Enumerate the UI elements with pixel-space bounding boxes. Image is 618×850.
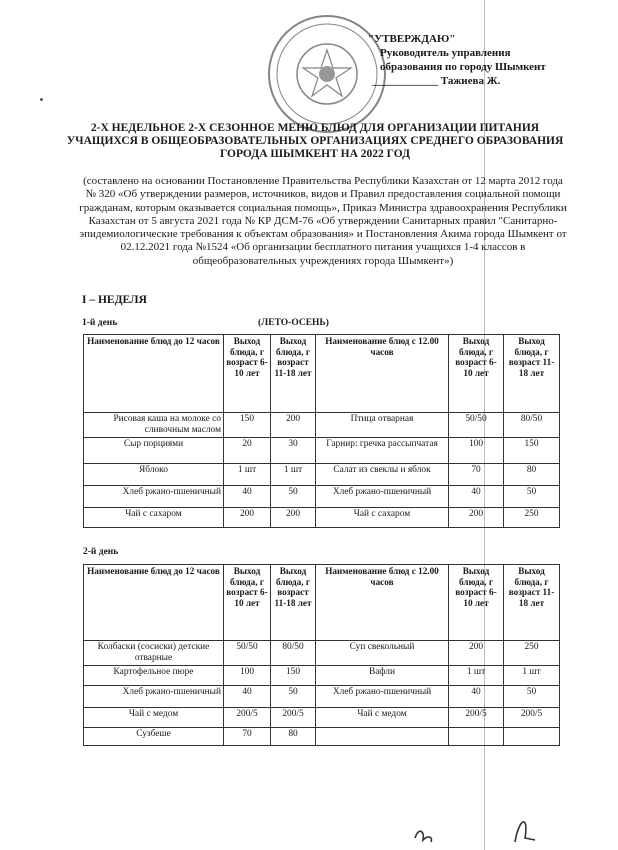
portion-value: 100	[449, 438, 504, 464]
table-row	[84, 666, 560, 686]
portion-value: 80/50	[271, 641, 316, 666]
dish-name	[316, 728, 449, 746]
table-row	[84, 686, 560, 708]
portion-value: 100	[224, 666, 271, 686]
dish-name: Чай с сахаром	[84, 508, 224, 528]
approval-signature-line: ____________ Тажиева Ж.	[372, 75, 501, 87]
dish-name: Рисовая каша на молоке со сливочным маслом	[84, 413, 224, 438]
dish-name: Хлеб ржано-пшеничный	[316, 486, 449, 508]
dish-name: Хлеб ржано-пшеничный	[316, 686, 449, 708]
dish-name: Яблоко	[84, 464, 224, 486]
header-cell: Наименование блюд с 12.00 часов	[316, 565, 449, 641]
dish-name: Чай с медом	[84, 708, 224, 728]
portion-value: 200	[224, 508, 271, 528]
dish-name: Картофельное пюре	[84, 666, 224, 686]
dish-name: Салат из свеклы и яблок	[316, 464, 449, 486]
portion-value: 150	[504, 438, 560, 464]
portion-value: 50/50	[449, 413, 504, 438]
portion-value: 50	[504, 486, 560, 508]
dish-name: Хлеб ржано-пшеничный	[84, 686, 224, 708]
portion-value: 80	[271, 728, 316, 746]
header-cell: Выход блюда, г возраст 11-18 лет	[504, 335, 560, 413]
dish-name: Сыр порциями	[84, 438, 224, 464]
portion-value: 50	[271, 686, 316, 708]
table-row	[84, 486, 560, 508]
header-cell: Наименование блюд до 12 часов	[84, 565, 224, 641]
day1-season: (ЛЕТО-ОСЕНЬ)	[258, 318, 329, 328]
portion-value: 40	[449, 486, 504, 508]
document-title: 2-Х НЕДЕЛЬНОЕ 2-Х СЕЗОННОЕ МЕНЮ БЛЮД ДЛЯ ОРГАНИЗАЦИИ ПИТАНИЯ УЧАЩИХСЯ В ОБЩЕОБРАЗОВАТЕЛЬНЫХ ОРГАНИЗАЦИЯХ СРЕДНЕГО ОБРАЗОВАНИЯ ГОРОДА ШЫМКЕНТ НА 2022 ГОД	[66, 122, 564, 160]
table-row	[84, 438, 560, 464]
week-heading: I – НЕДЕЛЯ	[82, 294, 147, 306]
table-row	[84, 508, 560, 528]
document-basis-text: (составлено на основании Постановление Правительства Республики Казахстан от 12 марта 2012 года № 320 «Об утверждении размеров, источников, видов и Правил предоставления социальной помощи гражданам, которым оказывается социальная помощь», Приказ Министра здравоохранения Республики Казахстан от 5 августа 2021 года № КР ДСМ-76 «Об утверждении Санитарных правил "Санитарно-эпидемиологические требования к объектам образования» и Постановления Акима города Шымкент от 02.12.2021 года №1524 «Об организации бесплатного питания учащихся 1-4 классов в общеобразовательных учреждениях города Шымкент»)	[79, 175, 567, 267]
day1-menu-table	[83, 334, 560, 528]
portion-value	[449, 728, 504, 746]
portion-value: 1 шт	[504, 666, 560, 686]
header-cell: Выход блюда, г возраст 6-10 лет	[224, 565, 271, 641]
portion-value: 200/5	[271, 708, 316, 728]
portion-value: 200/5	[224, 708, 271, 728]
portion-value: 250	[504, 508, 560, 528]
dish-name: Хлеб ржано-пшеничный	[84, 486, 224, 508]
approval-department: образования по городу Шымкент	[380, 61, 546, 73]
portion-value: 200/5	[449, 708, 504, 728]
day2-label: 2-й день	[83, 547, 119, 557]
dish-name: Птица отварная	[316, 413, 449, 438]
portion-value: 200/5	[504, 708, 560, 728]
portion-value: 40	[224, 686, 271, 708]
portion-value: 70	[224, 728, 271, 746]
table-row	[84, 728, 560, 746]
portion-value: 200	[449, 641, 504, 666]
portion-value: 80	[504, 464, 560, 486]
header-cell: Выход блюда, г возраст 11-18 лет	[271, 335, 316, 413]
portion-value: 200	[271, 413, 316, 438]
portion-value: 150	[271, 666, 316, 686]
portion-value: 70	[449, 464, 504, 486]
dish-name: Гарнир: гречка рассыпчатая	[316, 438, 449, 464]
portion-value: 150	[224, 413, 271, 438]
portion-value: 1 шт	[224, 464, 271, 486]
table-row	[84, 464, 560, 486]
day2-menu-table	[83, 564, 560, 746]
dish-name: Чай с медом	[316, 708, 449, 728]
handwritten-signature-marks	[395, 808, 555, 848]
approval-block	[368, 32, 558, 88]
portion-value: 80/50	[504, 413, 560, 438]
table-row	[84, 413, 560, 438]
table-row	[84, 708, 560, 728]
portion-value: 200	[271, 508, 316, 528]
header-cell: Наименование блюд с 12.00 часов	[316, 335, 449, 413]
portion-value: 40	[224, 486, 271, 508]
portion-value: 200	[449, 508, 504, 528]
header-cell: Выход блюда, г возраст 6-10 лет	[449, 565, 504, 641]
header-cell: Выход блюда, г возраст 6-10 лет	[449, 335, 504, 413]
portion-value: 50	[504, 686, 560, 708]
dish-name: Сузбеше	[84, 728, 224, 746]
header-cell: Выход блюда, г возраст 11-18 лет	[271, 565, 316, 641]
portion-value: 20	[224, 438, 271, 464]
portion-value: 1 шт	[271, 464, 316, 486]
approval-heading: "УТВЕРЖДАЮ"	[368, 33, 456, 45]
day1-label: 1-й день	[82, 318, 118, 328]
portion-value: 1 шт	[449, 666, 504, 686]
dish-name: Суп свекольный	[316, 641, 449, 666]
dish-name: Чай с сахаром	[316, 508, 449, 528]
header-cell: Выход блюда, г возраст 6-10 лет	[224, 335, 271, 413]
portion-value: 250	[504, 641, 560, 666]
portion-value: 50/50	[224, 641, 271, 666]
dish-name: Колбаски (сосиски) детские отварные	[84, 641, 224, 666]
header-cell: Наименование блюд до 12 часов	[84, 335, 224, 413]
portion-value: 40	[449, 686, 504, 708]
header-cell: Выход блюда, г возраст 11-18 лет	[504, 565, 560, 641]
portion-value	[504, 728, 560, 746]
portion-value: 50	[271, 486, 316, 508]
approval-position: Руководитель управления	[380, 47, 511, 59]
dish-name: Вафли	[316, 666, 449, 686]
portion-value: 30	[271, 438, 316, 464]
scan-speck	[40, 98, 43, 101]
table-row	[84, 641, 560, 666]
